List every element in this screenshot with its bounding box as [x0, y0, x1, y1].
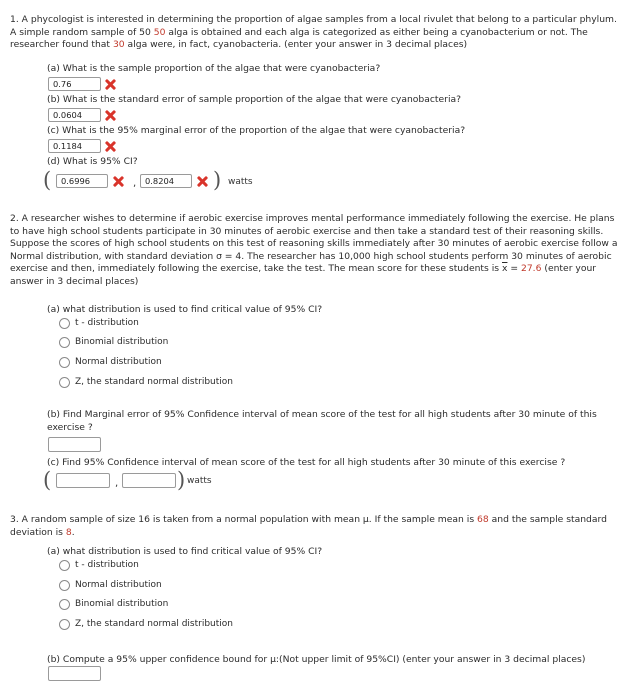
- q3b-label: (b) Compute a 95% upper confidence bound for μ:(Not upper limit of 95%CI) (enter your answer in 3 decimal places): [47, 654, 586, 665]
- q1b-answer-input[interactable]: 0.0604: [48, 108, 101, 122]
- incorrect-x-icon: [197, 176, 208, 187]
- close-paren: ): [213, 168, 222, 192]
- q3a-option-binomial-label: Binomial distribution: [75, 599, 169, 609]
- q3a-option-t-label: t - distribution: [75, 560, 139, 570]
- q1c-answer-input[interactable]: 0.1184: [48, 139, 101, 153]
- q2a-option-normal-label: Normal distribution: [75, 357, 162, 367]
- q3a-option-normal-radio[interactable]: [59, 580, 70, 591]
- q2a-option-t-label: t - distribution: [75, 318, 139, 328]
- q2a-label: (a) what distribution is used to find critical value of 95% CI?: [47, 304, 323, 315]
- question-1-text: 1. A phycologist is interested in determining the proportion of algae samples from a local rivulet that belong to a particular phylum. A simple random sample of 50 50 alga is obtained and each alga is categorized as either being a cyanobacterium or not. The researcher found that 30 alga were, in fact, cyanobacteria. (enter your answer in 3 decimal places): [10, 14, 617, 51]
- q2a-option-binomial-label: Binomial distribution: [75, 337, 169, 347]
- q2-mean: 27.6: [520, 263, 542, 275]
- question-2-text: 2. A researcher wishes to determine if aerobic exercise improves mental performance immediately following the exercise. He plans to have high school students participate in 30 minutes of aerobic exercise and then take a standard test of their reasoning skills. Suppose the scores of high school students on this test of reasoning skills immediately after 30 minutes of aerobic exercise follow a Normal distribution, with standard deviation σ = 4. The researcher has 10,000 high school students perform 30 minutes of aerobic exercise and then, immediately following the exercise, take the test. The mean score for these students is $\overline{x} = 27.6$ (enter your answer in 3 decimal places): [10, 213, 618, 287]
- q1d-lower-input[interactable]: 0.6996: [56, 174, 108, 188]
- comma-separator: ,: [133, 178, 137, 189]
- q2c-upper-input[interactable]: [122, 473, 176, 488]
- q3a-option-normal-label: Normal distribution: [75, 580, 162, 590]
- q3a-option-z-label: Z, the standard normal distribution: [75, 619, 233, 629]
- q1c-label: (c) What is the 95% marginal error of the proportion of the algae that were cyanobacteria?: [47, 125, 466, 136]
- q2c-lower-input[interactable]: [56, 473, 110, 488]
- incorrect-x-icon: [105, 141, 116, 152]
- q3b-answer-input[interactable]: [48, 666, 101, 681]
- open-paren: (: [43, 168, 52, 192]
- q2b-answer-input[interactable]: [48, 437, 101, 452]
- open-paren: (: [43, 468, 52, 492]
- q3-sample-mean: 68: [477, 514, 489, 525]
- q1d-label: (d) What is 95% CI?: [47, 156, 138, 167]
- incorrect-x-icon: [105, 110, 116, 121]
- q1-sample-size: 50: [153, 26, 166, 38]
- q2c-label: (c) Find 95% Confidence interval of mean score of the test for all high students after 30 minute of this exercise ?: [47, 457, 566, 468]
- q2a-option-t-radio[interactable]: [59, 318, 70, 329]
- q2a-option-z-label: Z, the standard normal distribution: [75, 377, 233, 387]
- q1a-label: (a) What is the sample proportion of the algae that were cyanobacteria?: [47, 63, 381, 74]
- q2c-unit: watts: [187, 476, 212, 486]
- question-3-text: 3. A random sample of size 16 is taken from a normal population with mean μ. If the sample mean is 68 and the sample standard deviation is 8.: [10, 514, 607, 538]
- q3a-label: (a) what distribution is used to find critical value of 95% CI?: [47, 546, 323, 557]
- q3a-option-z-radio[interactable]: [59, 619, 70, 630]
- q2b-label: (b) Find Marginal error of 95% Confidence interval of mean score of the test for all high students after 30 minute of this exercise ?: [47, 409, 597, 433]
- q1d-unit: watts: [228, 177, 253, 187]
- q2a-option-normal-radio[interactable]: [59, 357, 70, 368]
- q2-xbar-symbol: $\overline{x}$: [502, 263, 508, 275]
- q1d-upper-input[interactable]: 0.8204: [140, 174, 192, 188]
- incorrect-x-icon: [105, 79, 116, 90]
- close-paren: ): [177, 468, 186, 492]
- q2a-option-z-radio[interactable]: [59, 377, 70, 388]
- incorrect-x-icon: [113, 176, 124, 187]
- q1b-label: (b) What is the standard error of sample proportion of the algae that were cyanobacteria?: [47, 94, 462, 105]
- q1-count: 30: [112, 39, 125, 51]
- comma-separator: ,: [115, 478, 119, 489]
- q3-sd: 8: [65, 526, 72, 538]
- q1a-answer-input[interactable]: 0.76: [48, 77, 101, 91]
- q3a-option-binomial-radio[interactable]: [59, 599, 70, 610]
- q2a-option-binomial-radio[interactable]: [59, 337, 70, 348]
- q3a-option-t-radio[interactable]: [59, 560, 70, 571]
